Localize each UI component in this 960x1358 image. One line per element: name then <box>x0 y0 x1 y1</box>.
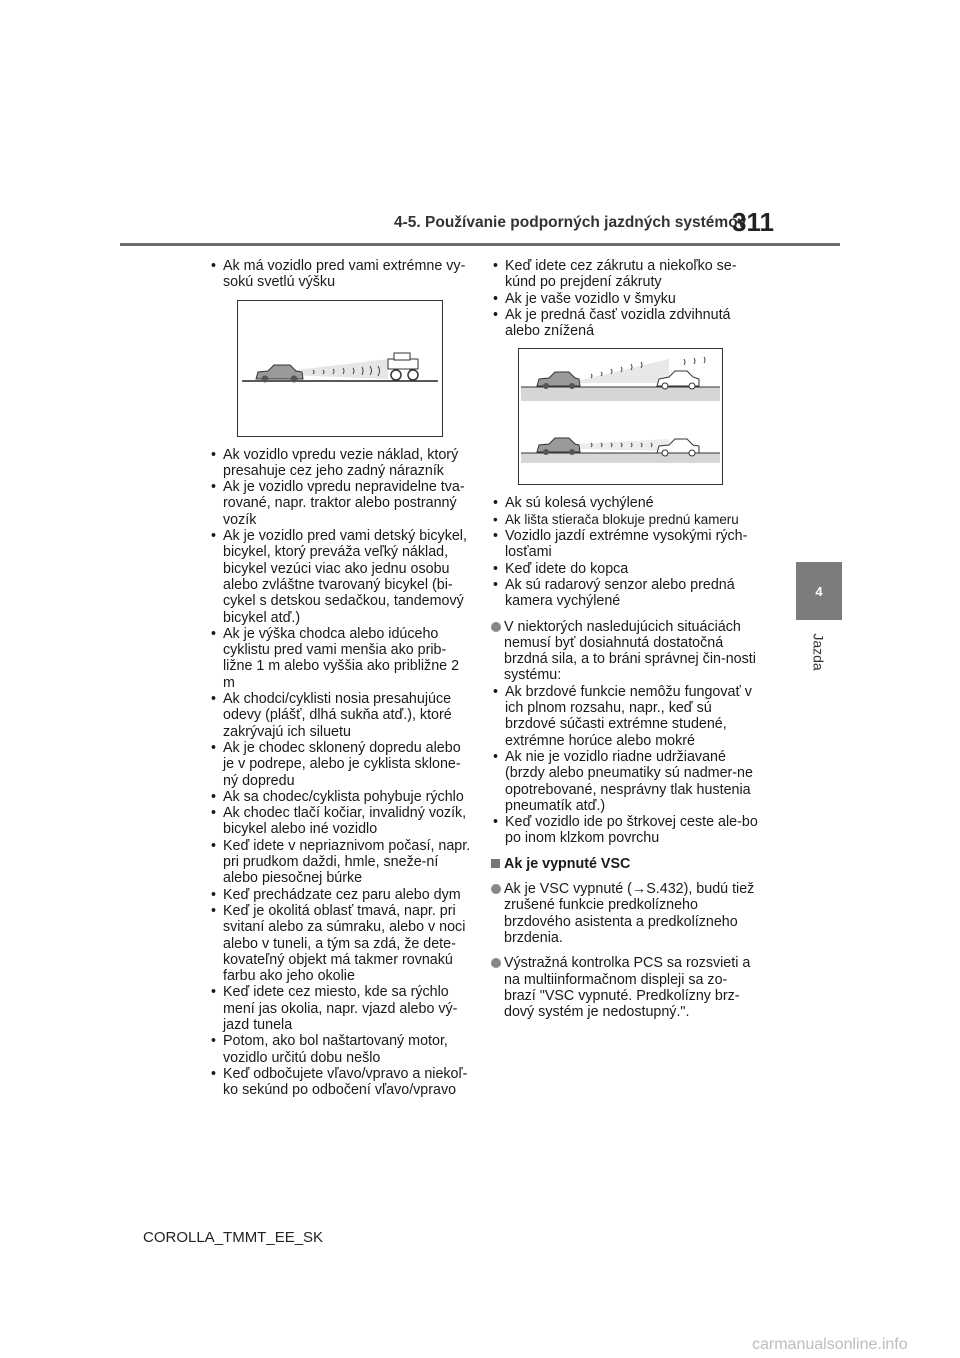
list-item: • Ak má vozidlo pred vami extrémne vy-sokú svetlú výšku <box>209 258 471 291</box>
slope-and-lifted-vehicle-illustration <box>518 348 723 485</box>
list-item: • Ak je výška chodca alebo idúceho cyklistu pred vami menšia ako prib-ližne 1 m alebo vyššia ako približne 2 m <box>209 626 471 691</box>
list-item: • Keď idete cez miesto, kde sa rýchlo mení jas okolia, napr. vjazd alebo vý-jazd tunela <box>209 984 471 1033</box>
list-item: • Ak vozidlo vpredu vezie náklad, ktorý presahuje cez jeho zadný nárazník <box>209 447 471 480</box>
chapter-label <box>787 632 851 672</box>
list-item: • Keď je okolitá oblasť tmavá, napr. pri svitaní alebo za súmraku, alebo v noci alebo v tuneli, a tým sa zdá, že dete-kovateľný objekt má takmer rovnakú farbu ako jeho okolie <box>209 903 471 984</box>
list-item: • Ak chodec tlačí kočiar, invalidný vozík, bicykel alebo iné vozidlo <box>209 805 471 838</box>
right-conditions-list <box>491 495 759 609</box>
list-item: • Keď vozidlo ide po štrkovej ceste ale-bo po inom klzkom povrchu <box>491 814 759 847</box>
list-item: • Ak sú kolesá vychýlené <box>491 495 759 511</box>
list-item: • Ak chodci/cyklisti nosia presahujúce odevy (plášť, dlhá sukňa atď.), ktoré zakrývajú ich siluetu <box>209 691 471 740</box>
left-conditions-list <box>209 447 471 1099</box>
header-divider <box>120 243 840 246</box>
list-item: • Ak je predná časť vozidla zdvihnutá alebo znížená <box>491 307 759 340</box>
brake-force-note-text: V niektorých nasledujúcich situáciách nemusí byť dosiahnutá dostatočná brzdná sila, a to bráni správnej čin-nosti systému: <box>504 618 756 684</box>
list-item: • Ak sa chodec/cyklista pohybuje rýchlo <box>209 789 471 805</box>
square-bullet-icon <box>491 859 500 868</box>
own-car-icon <box>256 365 303 383</box>
page-number: 311 <box>732 207 774 237</box>
high-clearance-truck-icon <box>388 353 418 380</box>
list-item: • Keď prechádzate cez paru alebo dym <box>209 887 471 903</box>
vsc-off-note-text[interactable]: Ak je VSC vypnuté (→S.432), budú tiež zrušené funkcie predkolízneho brzdového asistenta a predkolízneho brzdenia. <box>504 881 755 946</box>
list-item: • Ak brzdové funkcie nemôžu fungovať v ich plnom rozsahu, napr., keď sú brzdové súčasti extrémne studené, extrémne horúce alebo mokré <box>491 684 759 749</box>
chapter-tab[interactable]: 4 <box>796 562 842 620</box>
pcs-warning-note <box>491 955 759 1020</box>
illustration-svg <box>238 301 442 436</box>
circle-bullet-icon <box>491 884 501 894</box>
list-item: • Ak je vozidlo pred vami detský bicykel, bicykel, ktorý preváža veľký náklad, bicykel vezúci viac ako jednu osobu alebo zvláštne tvarovaný bicykel (bi-cykel s detskou sedačkou, tandemový bicykel atď.) <box>209 528 471 626</box>
brake-force-note <box>491 619 759 684</box>
vsc-off-heading <box>491 856 759 872</box>
own-car-icon <box>537 438 580 455</box>
list-item: • Ak lišta stierača blokuje prednú kameru <box>491 512 759 528</box>
list-item: • Keď idete cez zákrutu a niekoľko se-kúnd po prejdení zákruty <box>491 258 759 291</box>
vsc-off-heading-text: Ak je vypnuté VSC <box>504 855 631 872</box>
list-item: • Ak je chodec sklonený dopredu alebo je v podrepe, alebo je cyklista sklone-ný dopredu <box>209 740 471 789</box>
own-car-icon <box>537 372 580 389</box>
section-title: 4-5. Používanie podporných jazdných systémov <box>394 214 747 231</box>
circle-bullet-icon <box>491 958 501 968</box>
list-item: • Ak je vozidlo vpredu nepravidelne tva-rované, napr. traktor alebo postranný vozík <box>209 479 471 528</box>
brake-conditions-list <box>491 684 759 847</box>
watermark: carmanualsonline.info <box>752 1336 908 1353</box>
right-column <box>491 258 759 1020</box>
vsc-off-note <box>491 881 759 946</box>
pcs-warning-note-text: Výstražná kontrolka PCS sa rozsvieti a na multiinformačnom displeji sa zo-brazí "VSC vypnuté. Predkolízny brz-dový systém je nedostupný.". <box>504 955 751 1021</box>
list-item: • Keď idete do kopca <box>491 561 759 577</box>
left-column <box>209 258 471 1098</box>
list-item: • Ak sú radarový senzor alebo predná kamera vychýlené <box>491 577 759 610</box>
chapter-label-text: Jazda <box>810 633 827 671</box>
document-code: COROLLA_TMMT_EE_SK <box>143 1229 324 1246</box>
list-item: • Keď idete v nepriaznivom počasí, napr. pri prudkom daždi, hmle, sneže-ní alebo piesočnej búrke <box>209 838 471 887</box>
high-clearance-vehicle-illustration <box>237 300 443 437</box>
list-item: • Vozidlo jazdí extrémne vysokými rých-losťami <box>491 528 759 561</box>
list-item: • Ak nie je vozidlo riadne udržiavané (brzdy alebo pneumatiky sú nadmer-ne opotrebované, nesprávny tlak hustenia pneumatík atď.) <box>491 749 759 814</box>
right-intro-list <box>491 258 759 339</box>
illustration-svg <box>519 349 722 484</box>
list-item: • Keď odbočujete vľavo/vpravo a niekoľ-ko sekúnd po odbočení vľavo/vpravo <box>209 1066 471 1099</box>
circle-bullet-icon <box>491 622 501 632</box>
left-intro-list <box>209 258 471 291</box>
list-item: • Ak je vaše vozidlo v šmyku <box>491 291 759 307</box>
list-item: • Potom, ako bol naštartovaný motor, vozidlo určitú dobu nešlo <box>209 1033 471 1066</box>
